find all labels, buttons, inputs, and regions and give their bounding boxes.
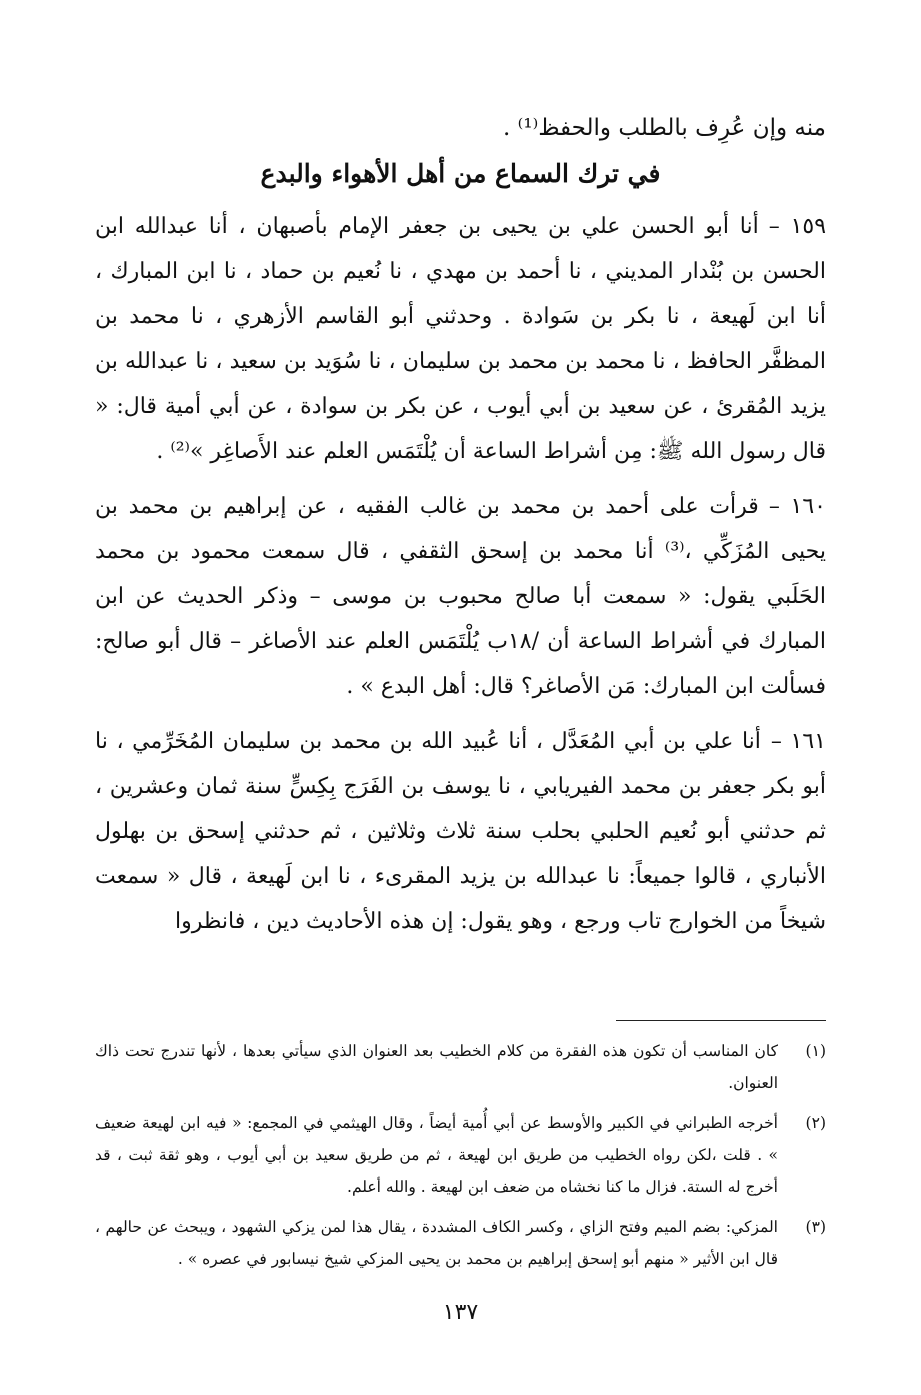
opening-line: منه وإن عُرِف بالطلب والحفظ⁽¹⁾ . <box>503 115 826 141</box>
footnote-text: أخرجه الطبراني في الكبير والأوسط عن أبي أُمية أيضاً ، وقال الهيثمي في المجمع: « فيه ابن لهيعة ضعيف » . قلت ،لكن رواه الخطيب من طريق ابن لهيعة ، ثم من طريق سعيد بن أبي أيوب ، وهو ثقة ثبت ، قد أخرج له الستة. فزال ما كنا نخشاه من ضعف ابن لهيعة . والله أعلم. <box>95 1114 778 1196</box>
paragraph-number: ١٦١ – <box>770 729 826 754</box>
page-number: ١٣٧ <box>442 1300 479 1325</box>
footnote-number: (٢) <box>805 1114 826 1132</box>
footnote-divider-wrap <box>95 954 826 1035</box>
paragraph-161 <box>95 719 826 944</box>
paragraph-number: ١٥٩ – <box>768 214 827 239</box>
footnote-divider <box>616 1020 826 1021</box>
paragraph-159 <box>95 204 826 474</box>
footnote-text: المزكي: بضم الميم وفتح الزاي ، وكسر الكاف المشددة ، يقال هذا لمن يزكي الشهود ، ويبحث عن حالهم ، قال ابن الأثير « منهم أبو إسحق إبراهيم بن محمد بن يحيى المزكي شيخ نيسابور في عصره » . <box>95 1218 778 1268</box>
footnote-number: (٣) <box>805 1218 826 1236</box>
book-page <box>95 100 826 1355</box>
footnote-text: كان المناسب أن تكون هذه الفقرة من كلام الخطيب بعد العنوان الذي سيأتي بعدها ، لأنها تندرج تحت ذاك العنوان. <box>95 1042 778 1092</box>
section-heading: في ترك السماع من أهل الأهواء والبدع <box>260 159 661 188</box>
paragraph-text: أنا أبو الحسن علي بن يحيى بن جعفر الإمام بأصبهان ، أنا عبدالله ابن الحسن بن بُنْدار المديني ، نا أحمد بن مهدي ، نا نُعيم بن حماد ، نا ابن المبارك ، أنا ابن لَهيعة ، نا بكر بن سَوادة . وحدثني أبو القاسم الأزهري ، نا محمد بن المظفَّر الحافظ ، نا محمد بن محمد بن سليمان ، نا سُوَيد بن سعيد ، نا عبدالله بن يزيد المُقرئ ، عن سعيد بن أبي أيوب ، عن بكر بن سوادة ، عن أبي أمية قال: « قال رسول الله ﷺ: مِن أشراط الساعة أن يُلْتَمَس العلم عند الأَصاغِر »⁽²⁾ . <box>95 214 826 464</box>
paragraph-160 <box>95 484 826 709</box>
footnote-2 <box>95 1107 826 1203</box>
paragraph-text: قرأت على أحمد بن محمد بن غالب الفقيه ، عن إبراهيم بن محمد بن يحيى المُزَكِّي ،⁽³⁾ أنا محمد بن إسحق الثقفي ، قال سمعت محمود بن محمد الحَلَبي يقول: « سمعت أبا صالح محبوب بن موسى – وذكر الحديث عن ابن المبارك في أشراط الساعة أن /١٨ب يُلْتَمَس العلم عند الأصاغر – قال أبو صالح: فسألت ابن المبارك: مَن الأصاغر؟ قال: أهل البدع » . <box>95 494 827 699</box>
footnote-3 <box>95 1211 826 1275</box>
footnote-1 <box>95 1035 826 1099</box>
paragraph-number: ١٦٠ – <box>768 494 826 519</box>
footnote-number: (١) <box>805 1042 826 1060</box>
paragraph-text: أنا علي بن أبي المُعَدَّل ، أنا عُبيد الله بن محمد بن سليمان المُخَرِّمي ، نا أبو بكر جعفر بن محمد الفيريابي ، نا يوسف بن الفَرَج بِكِسٍّ سنة ثمان وعشرين ، ثم حدثني أبو نُعيم الحلبي بحلب سنة ثلاث وثلاثين ، ثم حدثني إسحق بن بهلول الأنباري ، قالوا جميعاً: نا عبدالله بن يزيد المقرىء ، نا ابن لَهيعة ، قال « سمعت شيخاً من الخوارج تاب ورجع ، وهو يقول: إن هذه الأحاديث دين ، فانظروا <box>95 729 826 934</box>
